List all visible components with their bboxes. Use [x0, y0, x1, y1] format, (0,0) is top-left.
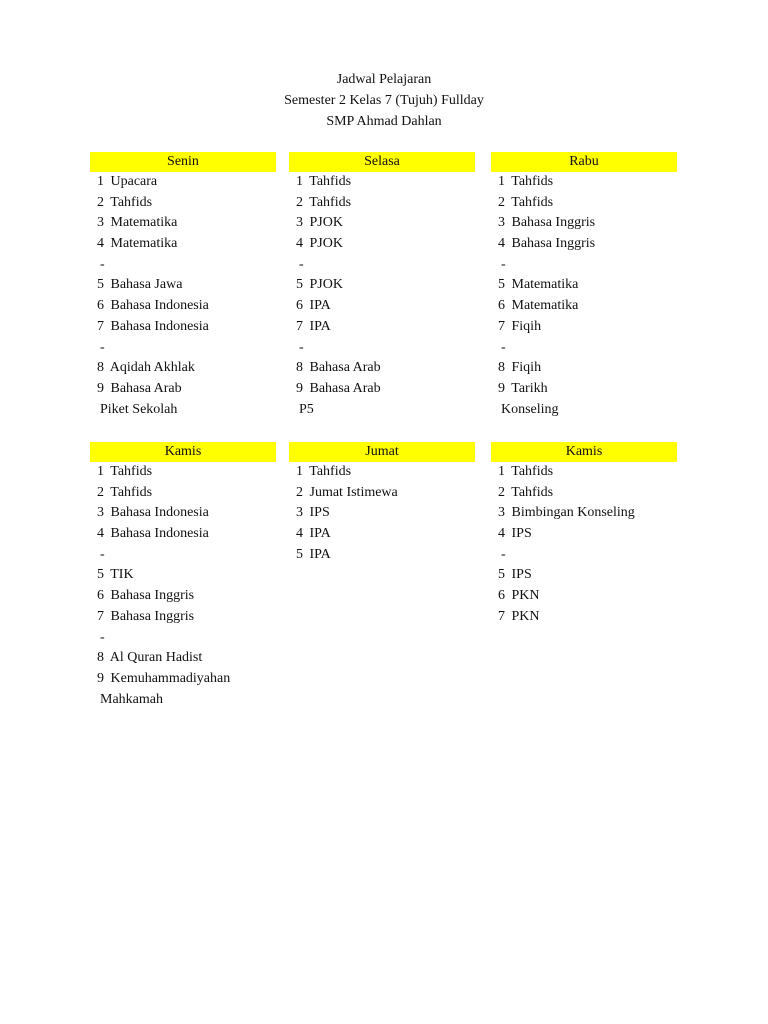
period-number: 4 [296, 526, 303, 542]
period-number: 5 [498, 277, 505, 293]
schedule-row [289, 296, 475, 317]
subject-name: Tahfids [110, 194, 153, 210]
period-number: 2 [296, 484, 303, 500]
subject-name: Bahasa Arab [110, 380, 182, 396]
subject-name: PKN [511, 608, 540, 624]
schedule-row [491, 379, 677, 400]
schedule-row [491, 172, 677, 193]
period-number: 4 [498, 236, 505, 252]
period-number: 1 [498, 174, 505, 189]
schedule-row [491, 255, 677, 276]
subject-name: Jumat Istimewa [309, 484, 398, 500]
period-number: 6 [97, 298, 104, 314]
period-number: 1 [97, 464, 104, 479]
subject-name: - [100, 256, 105, 272]
schedule-row [90, 483, 276, 504]
day-header: Kamis [90, 442, 276, 462]
schedule-row [289, 462, 475, 483]
schedule-row [289, 503, 475, 524]
schedule-row [90, 503, 276, 524]
period-number: 6 [296, 298, 303, 314]
schedule-row [90, 524, 276, 545]
period-number: 6 [498, 588, 505, 604]
schedule-row [491, 193, 677, 214]
schedule-row [491, 296, 677, 317]
subject-name: Al Quran Hadist [109, 650, 203, 666]
period-number: 4 [498, 526, 505, 542]
subject-name: Mahkamah [100, 691, 163, 707]
subject-name: PJOK [309, 215, 343, 231]
subject-name: IPA [309, 298, 331, 314]
subject-name: - [100, 546, 105, 562]
subject-name: Konseling [501, 401, 559, 417]
title-line-1: Jadwal Pelajaran [336, 72, 432, 87]
period-number: 8 [97, 650, 104, 666]
subject-name: - [100, 629, 105, 645]
schedule-row [90, 172, 276, 193]
schedule-row [289, 545, 475, 566]
subject-name: Matematika [110, 236, 178, 252]
period-number: 1 [296, 464, 303, 479]
subject-name: Tahfids [511, 194, 554, 210]
period-number: 3 [498, 215, 505, 231]
subject-name: - [299, 339, 304, 355]
day-block-senin [90, 152, 276, 420]
subject-name: PKN [511, 588, 540, 604]
subject-name: Bahasa Indonesia [110, 318, 209, 334]
subject-name: Bahasa Inggris [110, 588, 195, 604]
subject-name: Bahasa Indonesia [110, 298, 209, 314]
schedule-row [90, 400, 276, 421]
subject-name: Tahfids [309, 174, 352, 189]
period-number: 9 [296, 380, 303, 396]
period-number: 8 [498, 360, 505, 376]
day-header: Jumat [289, 442, 475, 462]
schedule-row [491, 524, 677, 545]
schedule-row [491, 317, 677, 338]
schedule-row [491, 338, 677, 359]
day-block-selasa [289, 152, 475, 420]
period-number: 7 [296, 318, 303, 334]
subject-name: IPS [511, 526, 532, 542]
period-number: 5 [97, 567, 104, 583]
schedule-row [491, 358, 677, 379]
schedule-row [289, 193, 475, 214]
schedule-row [90, 648, 276, 669]
schedule-row [90, 462, 276, 483]
period-number: 2 [97, 484, 104, 500]
schedule-row [289, 255, 475, 276]
schedule-row [289, 213, 475, 234]
schedule-row [90, 296, 276, 317]
subject-name: Tahfids [511, 464, 554, 479]
schedule-row [289, 172, 475, 193]
schedule-row [90, 607, 276, 628]
subject-name: Matematika [511, 277, 579, 293]
period-number: 5 [97, 277, 104, 293]
period-number: 3 [296, 505, 303, 521]
period-number: 3 [498, 505, 505, 521]
schedule-row [491, 503, 677, 524]
subject-name: IPA [309, 546, 331, 562]
subject-name: Bahasa Arab [309, 380, 381, 396]
period-number: 9 [97, 670, 104, 686]
period-number: 9 [97, 380, 104, 396]
period-number: 9 [498, 380, 505, 396]
schedule-row [491, 586, 677, 607]
subject-name: Matematika [511, 298, 579, 314]
period-number: 2 [296, 194, 303, 210]
schedule-row [491, 462, 677, 483]
day-header: Senin [90, 152, 276, 172]
title-line-2: Semester 2 Kelas 7 (Tujuh) Fullday [284, 93, 484, 108]
period-number: 2 [498, 194, 505, 210]
schedule-row [90, 255, 276, 276]
period-number: 4 [97, 236, 104, 252]
subject-name: Fiqih [511, 360, 542, 376]
schedule-row [90, 379, 276, 400]
period-number: 5 [296, 277, 303, 293]
schedule-row [90, 234, 276, 255]
period-number: 8 [296, 360, 303, 376]
subject-name: Bimbingan Konseling [511, 505, 635, 521]
subject-name: Tahfids [110, 484, 153, 500]
subject-name: IPA [309, 526, 331, 542]
subject-name: Tahfids [511, 174, 554, 189]
subject-name: PJOK [309, 236, 343, 252]
schedule-row [90, 545, 276, 566]
schedule-row [491, 400, 677, 421]
subject-name: - [501, 256, 506, 272]
subject-name: Tahfids [511, 484, 554, 500]
subject-name: Upacara [110, 174, 158, 189]
schedule-row [90, 317, 276, 338]
day-block-kamis [90, 442, 276, 710]
schedule-row [289, 358, 475, 379]
schedule-row [90, 338, 276, 359]
subject-name: Tahfids [309, 194, 352, 210]
subject-name: Fiqih [511, 318, 542, 334]
period-number: 5 [498, 567, 505, 583]
subject-name: - [501, 339, 506, 355]
day-header: Selasa [289, 152, 475, 172]
schedule-row [90, 275, 276, 296]
period-number: 2 [498, 484, 505, 500]
schedule-row [90, 213, 276, 234]
schedule-row [90, 669, 276, 690]
subject-name: IPS [511, 567, 532, 583]
subject-name: P5 [299, 401, 314, 417]
subject-name: Tahfids [110, 464, 153, 479]
subject-name: Bahasa Inggris [110, 608, 195, 624]
period-number: 1 [97, 174, 104, 189]
subject-name: Bahasa Indonesia [110, 526, 209, 542]
schedule-row [289, 400, 475, 421]
subject-name: IPA [309, 318, 331, 334]
subject-name: Bahasa Jawa [110, 277, 183, 293]
schedule-row [90, 586, 276, 607]
subject-name: Matematika [110, 215, 178, 231]
subject-name: Bahasa Inggris [511, 236, 596, 252]
subject-name: PJOK [309, 277, 343, 293]
subject-name: - [100, 339, 105, 355]
schedule-row [491, 234, 677, 255]
schedule-row [289, 524, 475, 545]
period-number: 7 [498, 608, 505, 624]
document-title [0, 69, 768, 132]
period-number: 2 [97, 194, 104, 210]
schedule-row [90, 358, 276, 379]
schedule-row [491, 275, 677, 296]
subject-name: IPS [309, 505, 330, 521]
period-number: 4 [97, 526, 104, 542]
subject-name: Tahfids [309, 464, 352, 479]
subject-name: Bahasa Inggris [511, 215, 596, 231]
period-number: 6 [498, 298, 505, 314]
subject-name: TIK [110, 567, 134, 583]
period-number: 7 [498, 318, 505, 334]
schedule-row [90, 628, 276, 649]
schedule-row [289, 234, 475, 255]
period-number: 8 [97, 360, 104, 376]
schedule-row [289, 317, 475, 338]
schedule-row [491, 607, 677, 628]
schedule-row [289, 275, 475, 296]
subject-name: Tarikh [511, 380, 548, 396]
subject-name: - [501, 546, 506, 562]
day-header: Rabu [491, 152, 677, 172]
subject-name: Piket Sekolah [100, 401, 178, 417]
subject-name: Bahasa Indonesia [110, 505, 209, 521]
period-number: 7 [97, 608, 104, 624]
schedule-row [90, 690, 276, 711]
period-number: 1 [498, 464, 505, 479]
subject-name: - [299, 256, 304, 272]
schedule-row [491, 483, 677, 504]
schedule-row [491, 545, 677, 566]
schedule-row [90, 565, 276, 586]
schedule-row [491, 213, 677, 234]
day-header: Kamis [491, 442, 677, 462]
period-number: 7 [97, 318, 104, 334]
day-block-rabu [491, 152, 677, 420]
subject-name: Kemuhammadiyahan [110, 670, 231, 686]
title-line-3: SMP Ahmad Dahlan [326, 114, 442, 129]
schedule-row [289, 379, 475, 400]
schedule-row [90, 193, 276, 214]
period-number: 4 [296, 236, 303, 252]
period-number: 3 [97, 505, 104, 521]
schedule-row [289, 338, 475, 359]
schedule-row [491, 565, 677, 586]
period-number: 3 [296, 215, 303, 231]
period-number: 6 [97, 588, 104, 604]
subject-name: Aqidah Akhlak [109, 360, 195, 376]
day-block-kamis [491, 442, 677, 628]
period-number: 1 [296, 174, 303, 189]
subject-name: Bahasa Arab [309, 360, 381, 376]
day-block-jumat [289, 442, 475, 565]
period-number: 5 [296, 546, 303, 562]
schedule-row [289, 483, 475, 504]
period-number: 3 [97, 215, 104, 231]
